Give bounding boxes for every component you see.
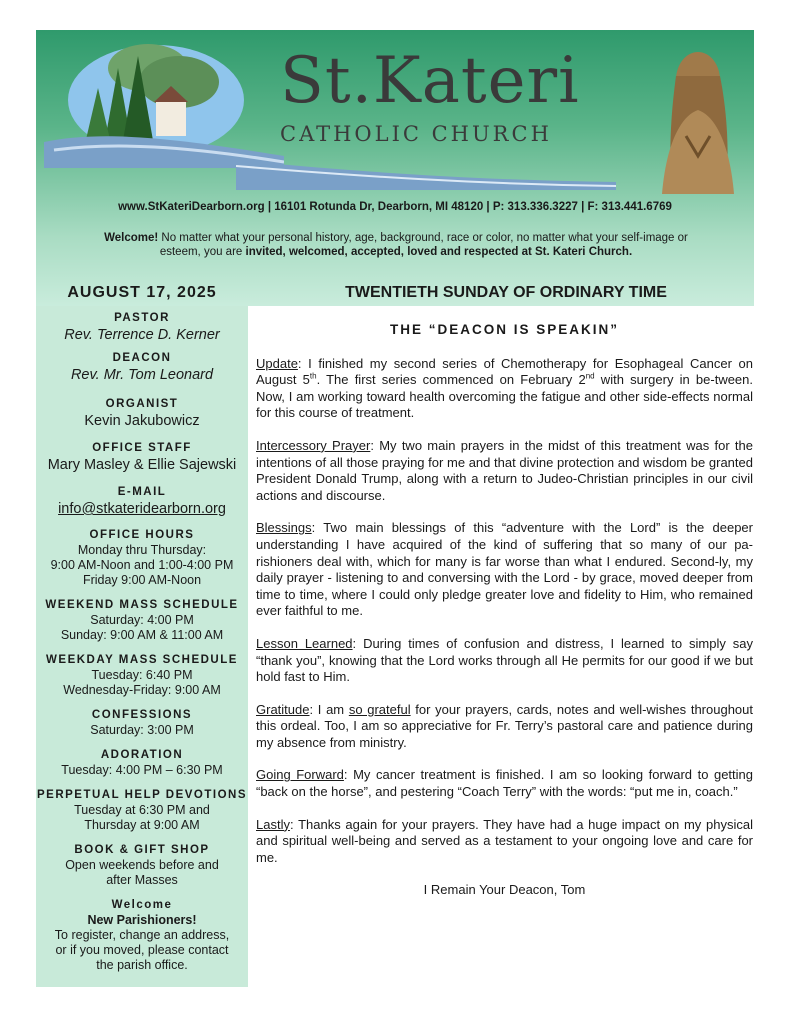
river-stroke <box>236 150 616 190</box>
church-subtitle: CATHOLIC CHURCH <box>280 122 552 146</box>
forward-paragraph <box>256 767 753 800</box>
confessions-heading: CONFESSIONS <box>91 709 193 721</box>
weekday-mass-line: Tuesday: 6:40 PM <box>91 668 193 682</box>
new-parishioners-line: or if you moved, please contact <box>55 943 229 957</box>
deacon-name: Rev. Mr. Tom Leonard <box>70 367 214 383</box>
gift-shop-heading: BOOK & GIFT SHOP <box>74 844 210 856</box>
adoration-line: Tuesday: 4:00 PM – 6:30 PM <box>61 763 223 777</box>
prayer-text: : My two main prayers in the midst of this treatment was for the intentions of all those praying for me and that divine protection and wisdom be granted President Donald Trump, along with a return to Judeo-Christian principles in our civil actions and discourse. <box>256 437 754 503</box>
perpetual-help-line: Thursday at 9:00 AM <box>84 818 200 832</box>
sunday-title: TWENTIETH SUNDAY OF ORDINARY TIME <box>345 284 667 301</box>
update-superscript: nd <box>585 371 595 381</box>
update-text: . The first series commenced on February 2 <box>316 372 586 388</box>
organist-name: Kevin Jakubowicz <box>84 413 200 429</box>
weekend-mass-line: Sunday: 9:00 AM & 11:00 AM <box>60 628 224 642</box>
deacon-section <box>36 350 248 384</box>
weekday-mass-section <box>36 652 248 698</box>
header-banner <box>36 30 754 306</box>
welcome-lead: Welcome! <box>104 232 159 244</box>
new-parishioners-section <box>36 897 248 973</box>
welcome-body: No matter what your personal history, age, background, race or color, no matter what your self-image or esteem, you are <box>158 232 688 258</box>
deacon-article <box>256 322 753 899</box>
gratitude-text: : I am <box>309 701 349 717</box>
confessions-section <box>36 707 248 738</box>
weekend-mass-section <box>36 597 248 643</box>
gratitude-label: Gratitude <box>256 701 310 717</box>
office-hours-section <box>36 527 248 588</box>
lesson-text: : During times of confusion and distress, I learned to simply say “thank you”, knowing that the Lord works through all He permits for our good if we but hold fast to Him. <box>256 635 753 685</box>
deacon-heading: DEACON <box>112 352 172 364</box>
contact-line: www.StKateriDearborn.org | 16101 Rotunda Dr, Dearborn, MI 48120 | P: 313.336.3227 | F: 313.441.6769 <box>118 201 672 213</box>
bulletin-date: AUGUST 17, 2025 <box>67 284 217 301</box>
welcome-statement <box>96 231 696 259</box>
update-paragraph <box>256 356 753 422</box>
signature: I Remain Your Deacon, Tom <box>423 882 586 898</box>
sidebar-directory <box>36 306 248 987</box>
pastor-heading: PASTOR <box>114 312 170 324</box>
staff-names: Mary Masley & Ellie Sajewski <box>47 457 237 473</box>
forward-label: Going Forward <box>256 767 344 783</box>
new-parishioners-line: To register, change an address, <box>54 928 230 942</box>
pastor-name: Rev. Terrence D. Kerner <box>64 327 220 343</box>
church-name: St.Kateri <box>280 44 580 118</box>
weekend-mass-heading: WEEKEND MASS SCHEDULE <box>45 599 239 611</box>
weekend-mass-line: Saturday: 4:00 PM <box>90 613 194 627</box>
new-parishioners-heading: Welcome <box>111 899 173 911</box>
gift-shop-line: after Masses <box>106 873 178 887</box>
perpetual-help-section <box>36 787 248 833</box>
office-hours-line: 9:00 AM-Noon and 1:00-4:00 PM <box>50 558 234 572</box>
gift-shop-section <box>36 842 248 888</box>
perpetual-help-heading: PERPETUAL HELP DEVOTIONS <box>36 789 248 801</box>
welcome-emphasis: invited, welcomed, accepted, loved and respected at St. Kateri Church. <box>245 246 633 258</box>
staff-section <box>36 440 248 474</box>
gratitude-text: for your prayers, cards, notes and well-wishes throughout this ordeal. Too, I am so appreciative for Fr. Terry’s pastoral care and patience during my absence from ministry. <box>256 701 754 750</box>
office-hours-line: Monday thru Thursday: <box>77 543 207 557</box>
blessings-paragraph <box>256 520 753 620</box>
new-parishioners-line: the parish office. <box>96 958 188 972</box>
lastly-label: Lastly <box>256 816 290 832</box>
adoration-section <box>36 747 248 778</box>
lesson-paragraph <box>256 636 753 686</box>
perpetual-help-line: Tuesday at 6:30 PM and <box>74 803 210 817</box>
weekday-mass-heading: WEEKDAY MASS SCHEDULE <box>46 654 238 666</box>
email-link[interactable]: info@stkateridearborn.org <box>58 501 226 517</box>
gratitude-emphasis: so grateful <box>348 701 411 717</box>
forward-text: : My cancer treatment is finished. I am so looking forward to getting “back on the horse”, and pestering “Coach Terry” with the words: “put me in, coach.” <box>256 767 753 800</box>
email-section <box>36 484 248 518</box>
office-hours-heading: OFFICE HOURS <box>89 529 195 541</box>
update-superscript: th <box>309 371 317 381</box>
gift-shop-line: Open weekends before and <box>65 858 219 872</box>
update-text: with surgery in be-tween. Now, I am working toward health overcoming the fatigue and other side-effects normal for this course of treatment. <box>256 372 754 421</box>
update-label: Update <box>256 355 298 371</box>
update-text: : I finished my second series of Chemotherapy for Esophageal Cancer on August 5 <box>256 355 753 388</box>
lesson-label: Lesson Learned <box>256 635 353 651</box>
gratitude-paragraph <box>256 702 753 752</box>
weekday-mass-line: Wednesday-Friday: 9:00 AM <box>63 683 221 697</box>
organist-section <box>36 396 248 430</box>
pastor-section <box>36 310 248 344</box>
prayer-paragraph <box>256 438 753 504</box>
email-heading: E-MAIL <box>117 486 167 498</box>
office-hours-line: Friday 9:00 AM-Noon <box>82 573 202 587</box>
confessions-line: Saturday: 3:00 PM <box>90 723 194 737</box>
kateri-statue-image <box>642 46 754 194</box>
organist-heading: ORGANIST <box>105 398 179 410</box>
blessings-text: : Two main blessings of this “adventure with the Lord” is the deeper understanding I have acquired of the kind of suffering that so many of our pa-rishioners deal with, which for many is far worse than what I endured. Second-ly, my daily prayer - listening to and conversing with the Lord - by grace, moved deeper from time to time, where I could only pledge greater love and fidelity to Him, who remained ever faithful to me. <box>256 520 753 619</box>
new-parishioners-subheading: New Parishioners! <box>87 913 197 927</box>
staff-heading: OFFICE STAFF <box>92 442 192 454</box>
prayer-label: Intercessory Prayer <box>256 437 371 453</box>
adoration-heading: ADORATION <box>100 749 184 761</box>
article-title: THE “DEACON IS SPEAKIN” <box>389 322 620 337</box>
lastly-paragraph <box>256 817 753 867</box>
blessings-label: Blessings <box>256 520 312 536</box>
church-landscape-logo <box>44 38 284 168</box>
lastly-text: : Thanks again for your prayers. They have had a huge impact on my physical and spiritual well-being and served as a testament to your ongoing love and care for me. <box>256 816 753 865</box>
